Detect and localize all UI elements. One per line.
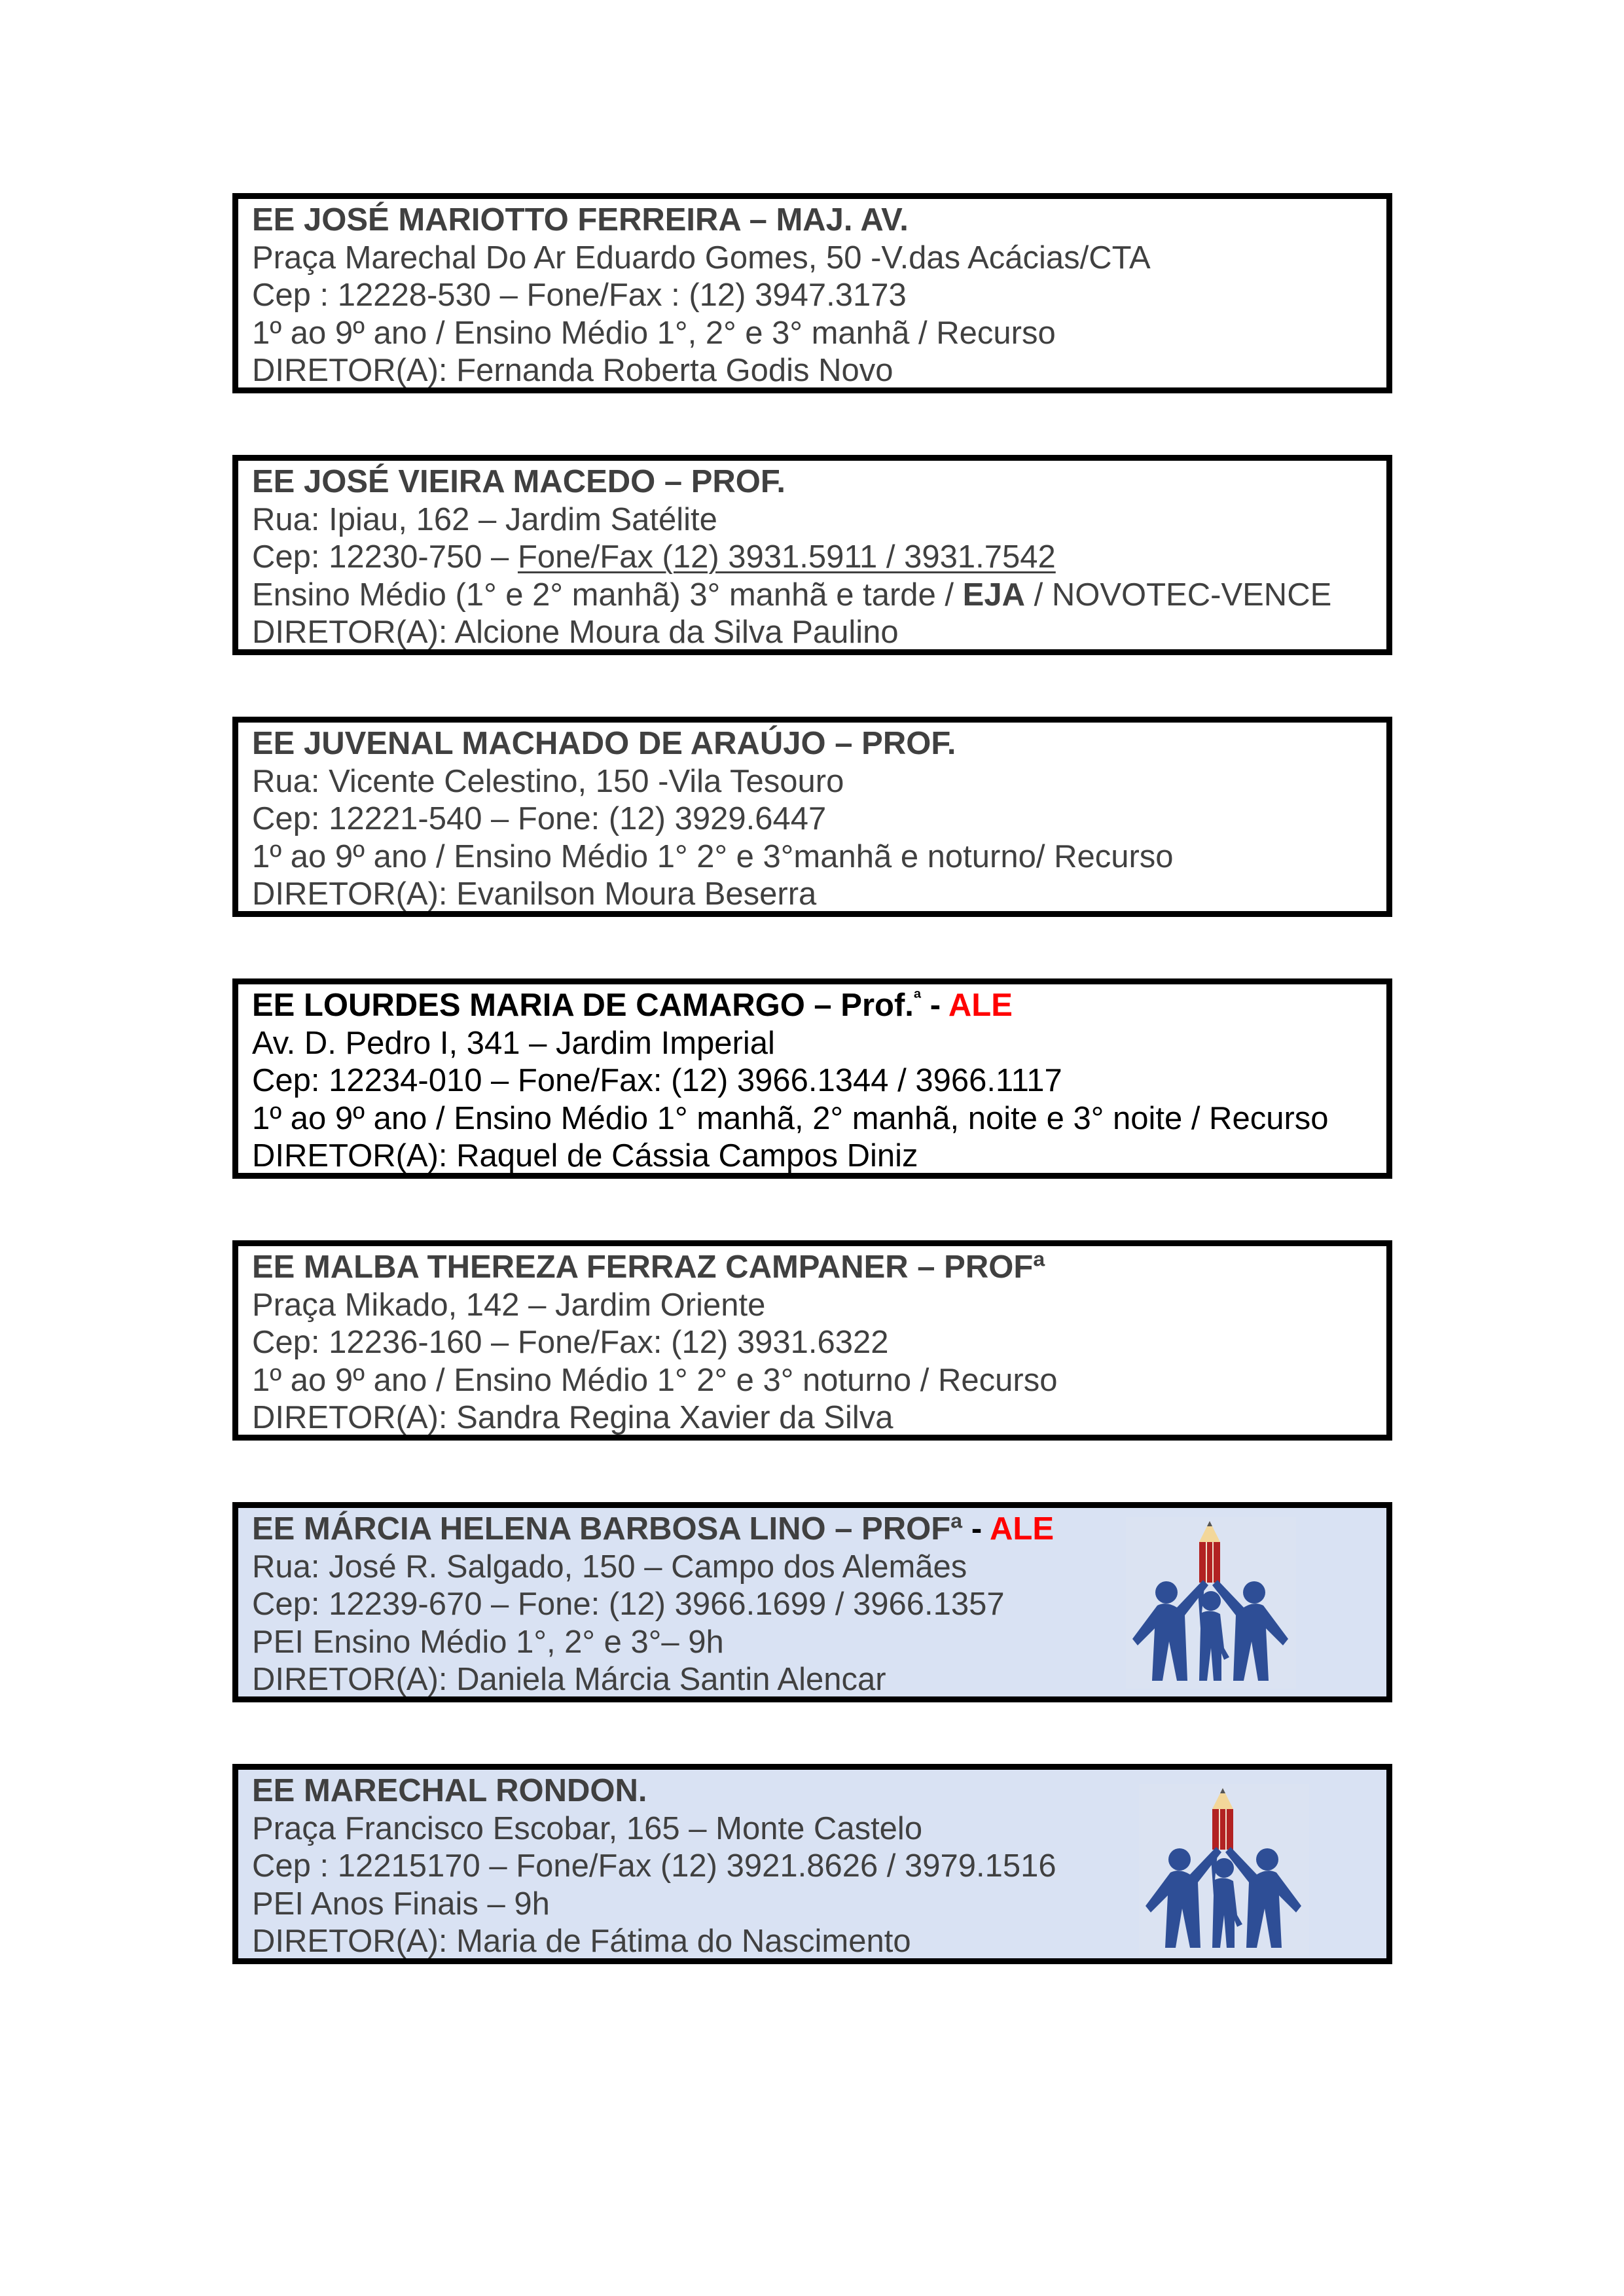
school-card-juvenal-machado-de-araujo bbox=[232, 717, 1392, 917]
pei-logo-svg bbox=[1139, 1784, 1309, 1956]
school-levels-text: Ensino Médio (1° e 2° manhã) 3° manhã e tarde / bbox=[252, 577, 963, 613]
school-name-text: EE LOURDES MARIA DE CAMARGO – Prof. bbox=[252, 988, 914, 1023]
school-card-body bbox=[252, 987, 1329, 1175]
school-director: DIRETOR(A): Fernanda Roberta Godis Novo bbox=[252, 353, 893, 388]
figure-left-head bbox=[1168, 1848, 1191, 1871]
school-contact: Cep: 12236-160 – Fone/Fax: (12) 3931.6322 bbox=[252, 1325, 889, 1360]
figure-middle-head bbox=[1201, 1591, 1221, 1611]
school-card-body bbox=[252, 202, 1151, 390]
school-levels: 1º ao 9º ano / Ensino Médio 1°, 2° e 3° manhã / Recurso bbox=[252, 315, 1056, 351]
ale-tag: ALE bbox=[948, 988, 1013, 1023]
school-name: EE JOSÉ VIEIRA MACEDO – PROF. bbox=[252, 464, 786, 499]
school-card-body bbox=[252, 725, 1174, 914]
school-contact: Cep : 12215170 – Fone/Fax (12) 3921.8626 / 3979.1516 bbox=[252, 1848, 1056, 1884]
school-director: DIRETOR(A): Alcione Moura da Silva Paulino bbox=[252, 615, 899, 650]
school-contact: Cep : 12228-530 – Fone/Fax : (12) 3947.3173 bbox=[252, 278, 907, 313]
school-card-malba-thereza-ferraz-campaner bbox=[232, 1240, 1392, 1441]
school-address: Praça Mikado, 142 – Jardim Oriente bbox=[252, 1287, 766, 1323]
school-director: DIRETOR(A): Evanilson Moura Beserra bbox=[252, 876, 817, 912]
school-levels: 1º ao 9º ano / Ensino Médio 1° manhã, 2° manhã, noite e 3° noite / Recurso bbox=[252, 1100, 1329, 1136]
school-name: EE MARECHAL RONDON. bbox=[252, 1773, 647, 1808]
school-name-separator: - bbox=[962, 1511, 990, 1547]
school-address: Praça Marechal Do Ar Eduardo Gomes, 50 -V.das Acácias/CTA bbox=[252, 240, 1151, 276]
school-levels: PEI Ensino Médio 1°, 2° e 3°– 9h bbox=[252, 1624, 724, 1660]
figure-middle-head bbox=[1214, 1858, 1234, 1878]
school-director: DIRETOR(A): Sandra Regina Xavier da Silva bbox=[252, 1400, 893, 1435]
school-name: EE JOSÉ MARIOTTO FERREIRA – MAJ. AV. bbox=[252, 202, 909, 238]
pei-logo-people-pencil-icon bbox=[1139, 1784, 1309, 1956]
pencil-body bbox=[1199, 1542, 1220, 1583]
school-card-body bbox=[252, 1249, 1057, 1437]
school-contact bbox=[252, 539, 1331, 577]
school-card-body bbox=[252, 463, 1331, 652]
pei-logo-people-pencil-icon bbox=[1126, 1517, 1296, 1689]
school-contact: Cep: 12234-010 – Fone/Fax: (12) 3966.1344 / 3966.1117 bbox=[252, 1063, 1062, 1098]
school-name: EE MALBA THEREZA FERRAZ CAMPANER – PROFª bbox=[252, 1249, 1045, 1285]
school-levels-suffix: / NOVOTEC-VENCE bbox=[1024, 577, 1332, 613]
school-address: Rua: Vicente Celestino, 150 -Vila Tesouro bbox=[252, 763, 844, 799]
school-name-text: EE MÁRCIA HELENA BARBOSA LINO – PROFª bbox=[252, 1511, 963, 1547]
figure-right-head bbox=[1256, 1848, 1278, 1871]
school-card-body bbox=[252, 1511, 1054, 1699]
school-director: DIRETOR(A): Daniela Márcia Santin Alencar bbox=[252, 1662, 886, 1697]
school-levels bbox=[252, 577, 1331, 615]
school-card-lourdes-maria-de-camargo bbox=[232, 978, 1392, 1179]
school-director: DIRETOR(A): Raquel de Cássia Campos Diniz bbox=[252, 1138, 918, 1174]
school-contact: Cep: 12239-670 – Fone: (12) 3966.1699 / 3966.1357 bbox=[252, 1587, 1005, 1622]
school-levels: PEI Anos Finais – 9h bbox=[252, 1886, 550, 1922]
school-cep: Cep: 12230-750 – bbox=[252, 539, 518, 575]
school-director: DIRETOR(A): Maria de Fátima do Nascimento bbox=[252, 1924, 911, 1959]
school-name-ordinal: ª bbox=[913, 987, 922, 1010]
pei-logo-svg bbox=[1126, 1517, 1296, 1689]
school-card-marechal-rondon bbox=[232, 1764, 1392, 1964]
school-card-body bbox=[252, 1772, 1056, 1961]
school-name-separator: - bbox=[921, 988, 948, 1023]
school-card-jose-vieira-macedo bbox=[232, 455, 1392, 655]
school-name: EE JUVENAL MACHADO DE ARAÚJO – PROF. bbox=[252, 726, 956, 761]
school-address: Rua: Ipiau, 162 – Jardim Satélite bbox=[252, 501, 717, 537]
school-contact: Cep: 12221-540 – Fone: (12) 3929.6447 bbox=[252, 801, 827, 836]
school-name bbox=[252, 987, 1329, 1025]
school-address: Av. D. Pedro I, 341 – Jardim Imperial bbox=[252, 1025, 775, 1061]
school-name bbox=[252, 1511, 1054, 1549]
school-address: Praça Francisco Escobar, 165 – Monte Castelo bbox=[252, 1810, 923, 1846]
school-levels: 1º ao 9º ano / Ensino Médio 1° 2° e 3° noturno / Recurso bbox=[252, 1362, 1058, 1398]
school-address: Rua: José R. Salgado, 150 – Campo dos Alemães bbox=[252, 1549, 967, 1585]
figure-right-head bbox=[1243, 1581, 1265, 1604]
school-card-marcia-helena-barbosa-lino bbox=[232, 1502, 1392, 1702]
school-levels: 1º ao 9º ano / Ensino Médio 1° 2° e 3°manhã e noturno/ Recurso bbox=[252, 838, 1174, 874]
figure-left-head bbox=[1155, 1581, 1178, 1604]
pencil-body bbox=[1212, 1809, 1233, 1850]
school-phone-link[interactable]: Fone/Fax (12) 3931.5911 / 3931.7542 bbox=[517, 539, 1056, 575]
ale-tag: ALE bbox=[990, 1511, 1055, 1547]
school-levels-eja: EJA bbox=[962, 577, 1025, 613]
school-card-jose-mariotto-ferreira bbox=[232, 193, 1392, 393]
